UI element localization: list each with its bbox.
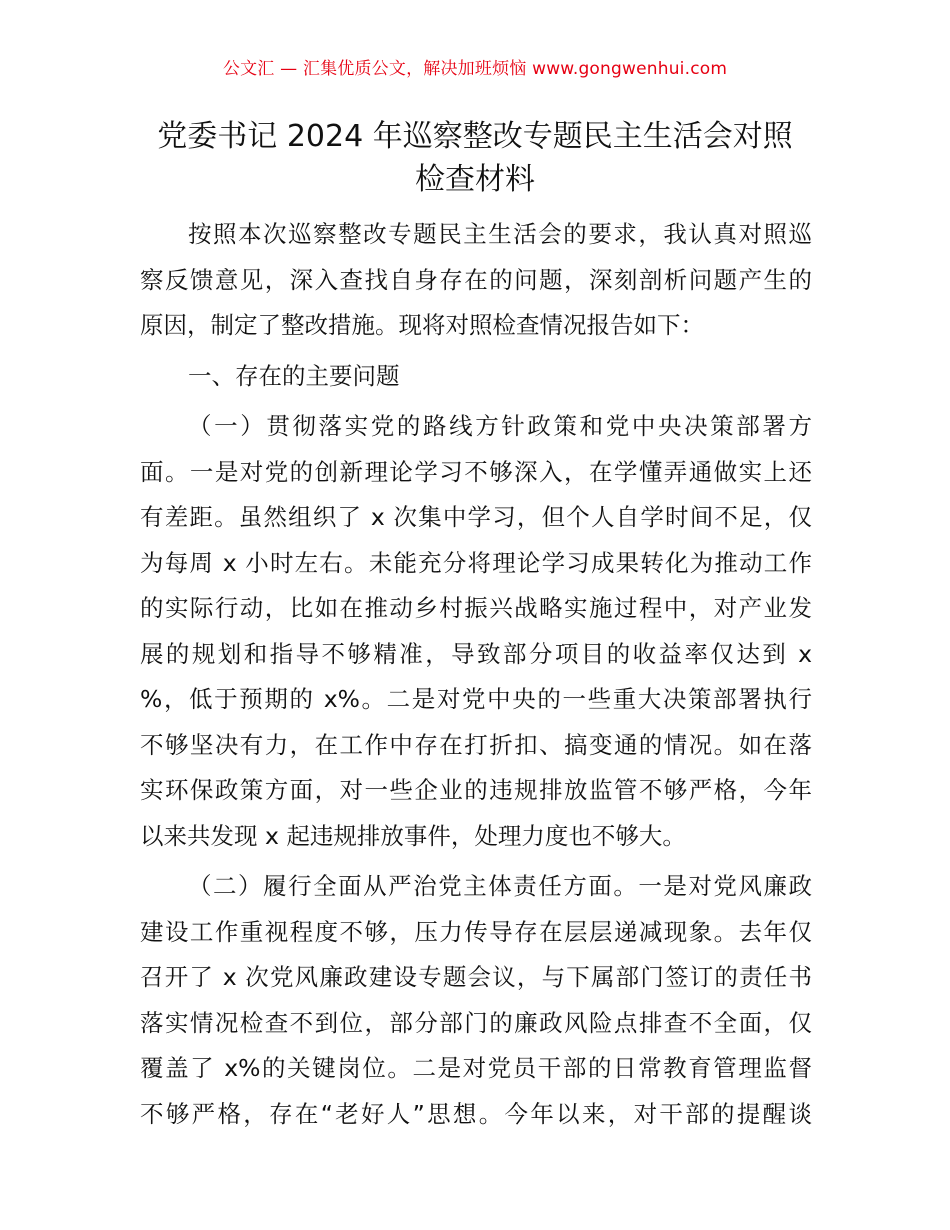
intro-paragraph — [140, 212, 812, 349]
intro-line: 原因，制定了整改措施。现将对照检查情况报告如下： — [140, 311, 704, 339]
subsection-2-line: 建设工作重视程度不够，压力传导存在层层递减现象。去年仅 — [140, 917, 812, 946]
subsection-1-line: 有差距。虽然组织了 x 次集中学习，但个人自学时间不足，仅 — [140, 503, 812, 531]
section-heading: 一、存在的主要问题 — [188, 361, 400, 390]
subsection-1-line: 实环保政策方面，对一些企业的违规排放监管不够严格，今年 — [140, 776, 812, 804]
document-title-line-1: 党委书记 2024 年巡察整改专题民主生活会对照 — [157, 119, 793, 154]
subsection-1-line: 面。一是对党的创新理论学习不够深入，在学懂弄通做实上还 — [140, 457, 812, 486]
subsection-1-line: %，低于预期的 x%。二是对党中央的一些重大决策部署执行 — [140, 685, 812, 713]
intro-line: 察反馈意见，深入查找自身存在的问题，深刻剖析问题产生的 — [140, 265, 812, 294]
subsection-1-line: 的实际行动，比如在推动乡村振兴战略实施过程中，对产业发 — [140, 594, 812, 622]
subsection-1-line: 不够坚决有力，在工作中存在打折扣、搞变通的情况。如在落 — [140, 730, 812, 759]
subsection-2-line: 落实情况检查不到位，部分部门的廉政风险点排查不全面，仅 — [140, 1008, 812, 1037]
subsection-1-paragraph — [140, 404, 812, 859]
header-banner: 公文汇 — 汇集优质公文，解决加班烦恼 www.gongwenhui.com — [222, 59, 728, 79]
subsection-2-line: 召开了 x 次党风廉政建设专题会议，与下属部门签订的责任书 — [140, 963, 812, 991]
subsection-2-line: （二）履行全面从严治党主体责任方面。一是对党风廉政 — [188, 872, 812, 900]
subsection-1-line: 为每周 x 小时左右。未能充分将理论学习成果转化为推动工作 — [140, 548, 812, 577]
subsection-2-line: 不够严格，存在“老好人”思想。今年以来，对干部的提醒谈 — [140, 1099, 812, 1128]
section-heading-paragraph — [140, 354, 812, 400]
document-body — [140, 212, 812, 1137]
subsection-2-line: 覆盖了 x%的关键岗位。二是对党员干部的日常教育管理监督 — [140, 1054, 812, 1082]
subsection-1-line: 以来共发现 x 起违规排放事件，处理力度也不够大。 — [140, 821, 686, 850]
document-title — [120, 115, 830, 201]
subsection-1-line: （一）贯彻落实党的路线方针政策和党中央决策部署方 — [188, 412, 812, 440]
subsection-2-paragraph — [140, 864, 812, 1137]
document-title-line-2: 检查材料 — [415, 162, 535, 197]
intro-line: 按照本次巡察整改专题民主生活会的要求，我认真对照巡 — [188, 220, 812, 248]
subsection-1-line: 展的规划和指导不够精准，导致部分项目的收益率仅达到 x — [140, 639, 812, 668]
